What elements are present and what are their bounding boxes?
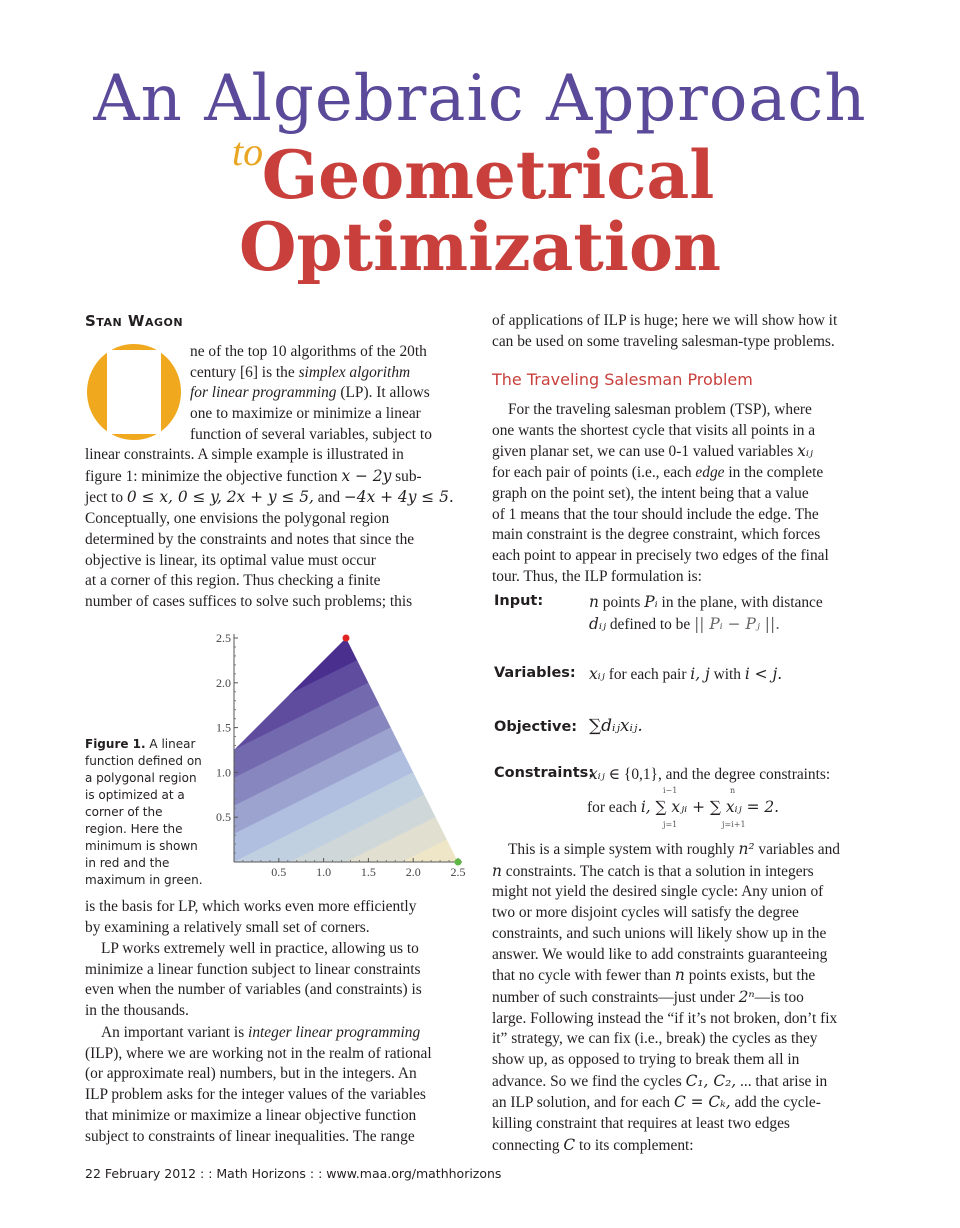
- section-heading: The Traveling Salesman Problem: [492, 370, 753, 389]
- author-byline: Stan Wagon: [85, 312, 184, 330]
- y-tick-label: 2.5: [216, 631, 231, 645]
- title-line-1: An Algebraic Approach: [93, 62, 867, 136]
- ilp-input-text: n points Pᵢ in the plane, with distance dᵢⱼ defined to be || Pᵢ − Pⱼ ||.: [589, 593, 823, 633]
- sum-1-upper-limit: i−1: [663, 786, 678, 795]
- page-footer: 22 February 2012 : : Math Horizons : : www.maa.org/mathhorizons: [85, 1166, 502, 1181]
- figure-caption: [85, 736, 203, 889]
- ilp-constraints-label: Constraints:: [494, 765, 595, 781]
- figure-label: Figure 1.: [85, 737, 146, 751]
- sum-1-lower-limit: j=1: [663, 820, 678, 829]
- y-tick-label: 1.5: [216, 720, 231, 735]
- x-tick-label: 1.0: [316, 865, 332, 879]
- ilp-objective-text: ∑dᵢⱼxᵢⱼ.: [589, 716, 643, 736]
- maximum-point: [455, 859, 462, 866]
- ilp-input-label: Input:: [494, 593, 544, 609]
- title-line-2: Geometrical: [261, 136, 715, 214]
- figure-1-chart: [200, 626, 470, 886]
- sum-2-lower-limit: j=i+1: [722, 820, 746, 829]
- paragraph-4: An important variant is integer linear programming (ILP), where we are working not in the realm of rational (or approximate real) numbers, but in the integers. An ILP problem asks for the integer values of the variables that minimize or maximize a linear objective function subject to constraints of linear inequalities. The range: [85, 1024, 432, 1145]
- y-tick-label: 0.5: [216, 810, 231, 825]
- contour-bands: [200, 626, 470, 886]
- ilp-variables-text: xᵢⱼ for each pair i, j with i < j.: [589, 665, 783, 683]
- ilp-constraints-text: xᵢⱼ ∈ {0,1}, and the degree constraints:: [589, 765, 831, 783]
- paragraph-1: linear constraints. A simple example is illustrated in figure 1: minimize the objective function x − 2y sub- ject to 0 ≤ x, 0 ≤ y, 2x + y ≤ 5, and −4x + 4y ≤ 5. Conceptually, one envisions the polygonal region determined by the constraints and notes that since the objective is linear, its optimal value must occur at a corner of this region. Thus checking a finite number of cases suffices to solve such problems; this: [85, 446, 454, 610]
- title-connector: to: [232, 129, 264, 174]
- y-tick-label: 1.0: [216, 765, 231, 780]
- drop-cap-o-icon: [85, 342, 189, 442]
- sum-2-upper-limit: n: [730, 786, 736, 795]
- tsp-paragraph: For the traveling salesman problem (TSP), where one wants the shortest cycle that visits all points in a given planar set, we can use 0-1 valued variables xᵢⱼ for each pair of points (i.e., each edge in the complete graph on the point set), the intent being that a value of 1 means that the tour should include the edge. The main constraint is the degree constraint, which forces each point to appear in precisely two edges of the final tour. Thus, the ILP formulation is:: [492, 401, 829, 585]
- ilp-objective-label: Objective:: [494, 719, 578, 735]
- figure-caption-text: A linear function defined on a polygonal region is optimized at a corner of the region. Here the minimum is shown in red and the maximum in green.: [85, 737, 203, 887]
- right-body-text: This is a simple system with roughly n² variables and n constraints. The catch is that a solution in integers might not yield the desired single cycle: Any union of two or more disjoint cycles will satisfy the degree constraints, and such unions will likely show up in the answer. We would like to add constraints guaranteeing that no cycle with fewer than n points exists, but the number of such constraints—just under 2ⁿ—is too large. Following instead the “if it’s not broken, don’t fix it” strategy, we can fix (i.e., break) the cycles as they show up, as opposed to trying to break them all in advance. So we find the cycles C₁, C₂, ... that arise in an ILP solution, and for each C = Cₖ, add the cycle- killing constraint that requires at least two edges connecting C to its complement:: [492, 840, 840, 1154]
- x-tick-label: 2.0: [405, 865, 421, 879]
- intro-text: ne of the top 10 algorithms of the 20th century [6] is the simplex algorithm for linear programming (LP). It allows one to maximize or minimize a linear function of several variables, subject to: [190, 343, 432, 443]
- paragraph-2: is the basis for LP, which works even more efficiently by examining a relatively small set of corners.: [85, 898, 417, 936]
- x-tick-label: 1.5: [360, 865, 376, 879]
- ilp-degree-constraint: for each i, ∑ xⱼᵢ + ∑ xᵢⱼ = 2.: [587, 798, 780, 816]
- x-tick-label: 2.5: [450, 865, 466, 879]
- ilp-variables-label: Variables:: [494, 665, 576, 681]
- x-tick-label: 0.5: [271, 865, 287, 879]
- paragraph-3: LP works extremely well in practice, allowing us to minimize a linear function subject to linear constraints even when the number of variables (and constraints) is in the thousands.: [85, 940, 422, 1020]
- right-top-text: of applications of ILP is huge; here we will show how it can be used on some traveling salesman-type problems.: [492, 312, 838, 350]
- y-tick-label: 2.0: [216, 675, 231, 690]
- title-line-3: Optimization: [239, 208, 721, 286]
- minimum-point: [343, 635, 350, 642]
